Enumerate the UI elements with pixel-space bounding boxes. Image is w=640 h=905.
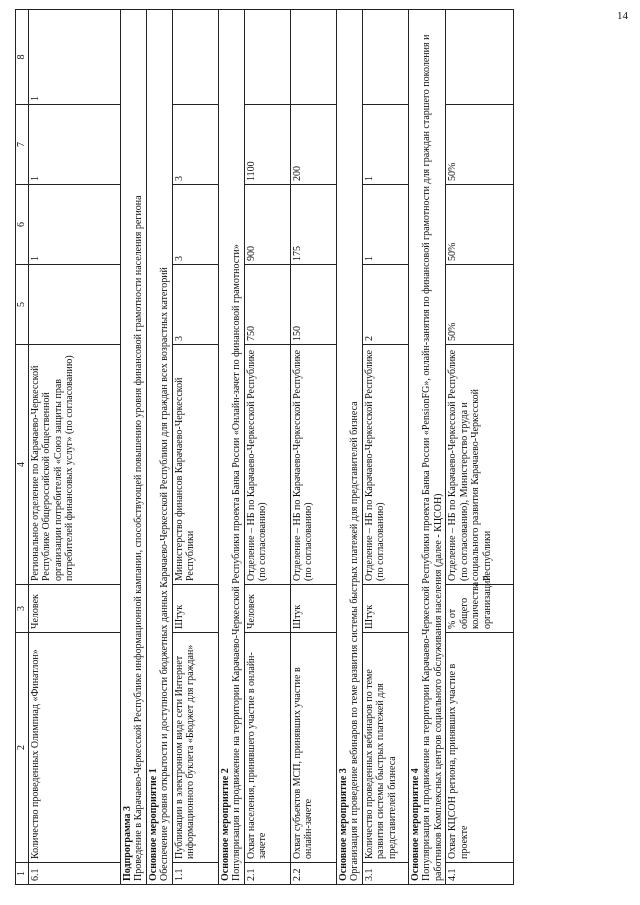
page-number: 14	[617, 10, 628, 22]
value-col-6: 3	[172, 185, 218, 265]
value-col-7: 1	[362, 105, 408, 185]
row-number: 6.1	[28, 863, 120, 885]
unit: % от общего количества организаций	[446, 585, 514, 633]
subprogram-title: Подпрограмма 3	[121, 805, 133, 881]
unit: Штук	[172, 585, 218, 633]
col-num-6: 6	[16, 185, 29, 265]
measure-title: Основное мероприятие 1	[147, 768, 159, 881]
value-col-6: 1	[28, 185, 120, 265]
executor: Министерство финансов Карачаево-Черкесской Республики	[172, 345, 218, 585]
executor: Региональное отделение по Карачаево-Черкесской Республике Общероссийской общественной организации потребителей «Союз защиты прав потребителей финансовых услуг» (по согласованию)	[28, 345, 120, 585]
value-col-7: 50%	[446, 105, 514, 185]
table-row	[244, 10, 290, 885]
value-col-5: 3	[172, 265, 218, 345]
measure-description: Обеспечение уровня открытости и доступности бюджетных данных Карачаево-Черкесской Республики для граждан всех возрастных категорий	[159, 267, 170, 881]
measure-2-header	[218, 10, 244, 885]
value-col-8	[290, 10, 336, 105]
value-col-5: 750	[244, 265, 290, 345]
table-row	[28, 10, 120, 885]
value-col-8	[446, 10, 514, 105]
value-col-6: 175	[290, 185, 336, 265]
indicator-name: Количество проведенных Олимпиад «Финатлон»	[28, 633, 120, 863]
measure-title: Основное мероприятие 3	[337, 768, 349, 881]
indicator-name: Охват субъектов МСП, принявших участие в онлайн-зачете	[290, 633, 336, 863]
table-row	[446, 10, 514, 885]
indicator-name: Охват КЦСОН региона, принявших участие в проекте	[446, 633, 514, 863]
row-number: 2.2	[290, 863, 336, 885]
column-number-row	[16, 10, 29, 885]
value-col-8	[244, 10, 290, 105]
col-num-4: 4	[16, 345, 29, 585]
value-col-5: 2	[362, 265, 408, 345]
row-number: 1.1	[172, 863, 218, 885]
executor: Отделение – НБ по Карачаево-Черкесской Республике (по согласованию)	[244, 345, 290, 585]
measure-4-header	[408, 10, 446, 885]
value-col-5: 150	[290, 265, 336, 345]
col-num-1: 1	[16, 863, 29, 885]
value-col-5: 50%	[446, 265, 514, 345]
col-num-3: 3	[16, 585, 29, 633]
row-number: 3.1	[362, 863, 408, 885]
value-col-8: 1	[28, 10, 120, 105]
value-col-6: 1	[362, 185, 408, 265]
table-row	[362, 10, 408, 885]
col-num-7: 7	[16, 105, 29, 185]
subprogram-description: Проведение в Карачаево-Черкесской Республике информационной кампании, способствующей повышению уровня финансовой грамотности населения региона	[133, 195, 144, 881]
value-col-7: 1100	[244, 105, 290, 185]
value-col-8	[172, 10, 218, 105]
measure-description: Популяризация и продвижение на территории Карачаево-Черкесской Республики проекта Банка России «PensionFG», онлайн-занятия по финансовой грамотности для граждан старшего поколения и работников Комплексных центров социального обслуживания населения (далее - КЦСОН)	[421, 34, 444, 881]
measure-title: Основное мероприятие 2	[219, 768, 231, 881]
indicator-name: Количество проведенных вебинаров по теме развития системы быстрых платежей для представителей бизнеса	[362, 633, 408, 863]
value-col-5	[28, 265, 120, 345]
value-col-8	[362, 10, 408, 105]
indicator-name: Публикации в электронном виде сети Интернет информационного буклета «Бюджет для граждан»	[172, 633, 218, 863]
unit: Человек	[28, 585, 120, 633]
measure-description: Организация и проведение вебинаров по теме развития системы быстрых платежей для представителей бизнеса	[349, 401, 360, 881]
value-col-7: 1	[28, 105, 120, 185]
indicators-table	[15, 9, 514, 885]
unit: Человек	[244, 585, 290, 633]
row-number: 2.1	[244, 863, 290, 885]
value-col-6: 900	[244, 185, 290, 265]
table-row	[290, 10, 336, 885]
col-num-5: 5	[16, 265, 29, 345]
rotated-table-container	[15, 10, 600, 885]
unit: Штук	[290, 585, 336, 633]
col-num-8: 8	[16, 10, 29, 105]
executor: Отделение – НБ по Карачаево-Черкесской Республике (по согласованию), Министерство труда и социального развития Карачаево-Черкесской Республики	[446, 345, 514, 585]
measure-3-header	[336, 10, 362, 885]
indicator-name: Охват населения, принявшего участие в онлайн-зачете	[244, 633, 290, 863]
table-row	[172, 10, 218, 885]
unit: Штук	[362, 585, 408, 633]
measure-title: Основное мероприятие 4	[409, 768, 421, 881]
executor: Отделение – НБ по Карачаево-Черкесской Республике (по согласованию)	[362, 345, 408, 585]
executor: Отделение – НБ по Карачаево-Черкесской Республике (по согласованию)	[290, 345, 336, 585]
row-number: 4.1	[446, 863, 514, 885]
value-col-7: 3	[172, 105, 218, 185]
measure-description: Популяризация и продвижение на территории Карачаево-Черкесской Республики проекта Банка России «Онлайн-зачет по финансовой грамотности»	[231, 244, 242, 881]
value-col-6: 50%	[446, 185, 514, 265]
value-col-7: 200	[290, 105, 336, 185]
measure-1-header	[146, 10, 172, 885]
col-num-2: 2	[16, 633, 29, 863]
subprogram-row	[120, 10, 146, 885]
